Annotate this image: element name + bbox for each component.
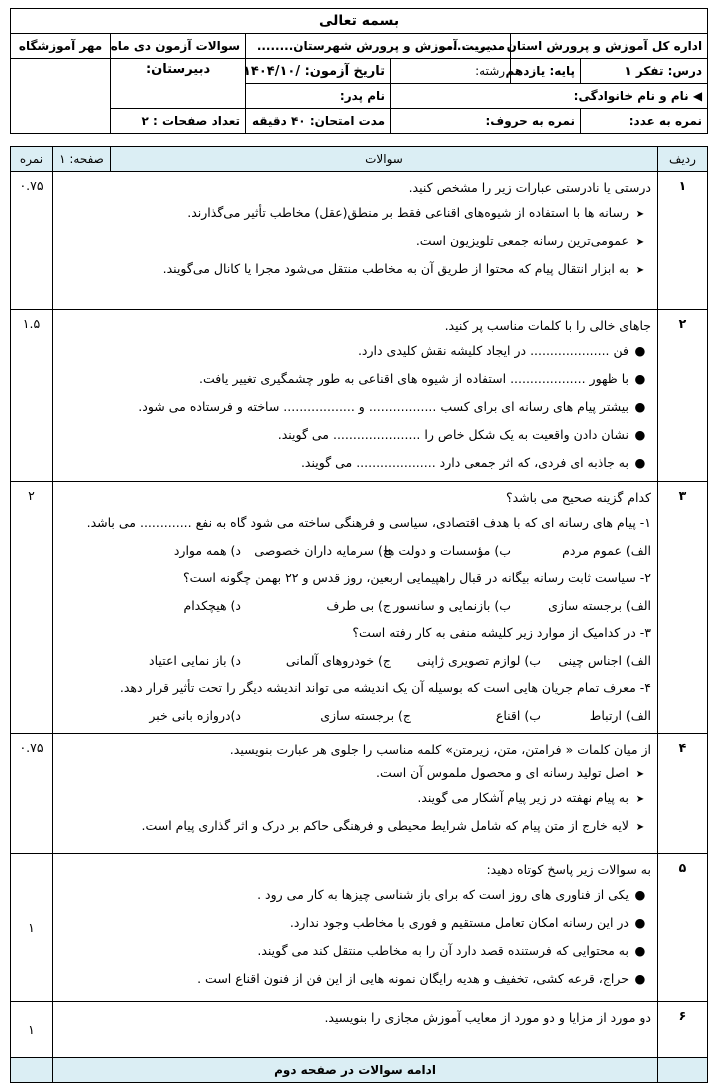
list-item (57, 255, 651, 283)
continue-note: ادامه سوالات در صفحه دوم (53, 1058, 658, 1083)
option[interactable]: الف) برجسته سازی (548, 598, 651, 613)
question-prompt: درستی یا نادرستی عبارات زیر را مشخص کنید. (408, 180, 651, 195)
page-label: صفحه: (69, 152, 104, 166)
question-body (53, 1002, 658, 1058)
footer-row (11, 1058, 708, 1083)
item-text: بیشتر پیام های رسانه ای برای کسب ................. و .................. ساخته و فرستاده می شود. (138, 399, 629, 414)
footer-empty-cell (11, 1058, 53, 1083)
question-score: ۱ (11, 1002, 53, 1058)
city-office: مدیریت آموزش و پرورش شهرستان........ (246, 34, 511, 59)
question-prompt: جاهای خالی را با کلمات مناسب پر کنید. (444, 318, 651, 333)
question-number: ۴ (658, 734, 708, 854)
list-item (57, 449, 651, 477)
question-body (53, 854, 658, 1002)
item-text: یکی از فناوری های روز است که برای باز شناسی چیزها به کار می رود . (257, 887, 629, 902)
option[interactable]: الف) ارتباط (589, 708, 651, 723)
arrow-bullet-icon: ➤ (635, 794, 645, 805)
option[interactable]: د) همه موارد (173, 543, 241, 558)
item-text: رسانه ها با استفاده از شیوه‌های اقناعی فقط بر منطق(عقل) مخاطب تأثیر می‌گذارند. (187, 205, 629, 220)
option-row (57, 702, 651, 729)
item-text: نشان دادن واقعیت به یک شکل خاص را ...................... می گویند. (277, 427, 629, 442)
option[interactable]: ج) بی طرف (326, 598, 391, 613)
list-item (57, 365, 651, 393)
option[interactable]: الف) اجناس چینی (558, 653, 651, 668)
list-item (57, 227, 651, 255)
page-indicator (53, 147, 111, 172)
option-row (57, 592, 651, 619)
table-header-row (11, 147, 708, 172)
question-row (11, 482, 708, 734)
page-count: تعداد صفحات : ۲ (111, 109, 246, 134)
question-number: ۱ (658, 172, 708, 310)
left-triangle-icon: ◀ (692, 89, 703, 103)
exam-duration: مدت امتحان: ۴۰ دقیقه (246, 109, 391, 134)
question-body (53, 172, 658, 310)
item-text: فن .................... در ایجاد کلیشه نقش کلیدی دارد. (357, 343, 629, 358)
field-label: رشته: (391, 59, 511, 84)
grade-label: پایه: یازدهم (511, 59, 581, 84)
item-text: به محتوایی که فرستنده قصد دارد آن را به مخاطب منتقل کند می گویند. (257, 943, 629, 958)
question-number: ۲ (658, 310, 708, 482)
subquestion-text: ۳- در کدامیک از موارد زیر کلیشه منفی به کار رفته است؟ (352, 625, 651, 640)
question-prompt: از میان کلمات « فرامتن، متن، زیرمتن» کلمه مناسب را جلوی هر عبارت بنویسید. (229, 742, 651, 757)
dot-bullet-icon: ● (634, 887, 646, 902)
question-prompt: کدام گزینه صحیح می باشد؟ (505, 490, 651, 505)
row-column-header: ردیف (658, 147, 708, 172)
subquestion-text: ۱- پیام های رسانه ای که با هدف اقتصادی، سیاسی و فرهنگی ساخته می شود گاه به نفع ............. می باشد. (86, 515, 651, 530)
page-number: ۱ (59, 152, 66, 166)
option[interactable]: د) هیچکدام (183, 598, 241, 613)
list-item (57, 965, 651, 993)
item-text: به ابزار انتقال پیام که محتوا از طریق آن به مخاطب منتقل می‌شود مجرا یا کانال می‌گویند. (162, 261, 629, 276)
student-name-label: نام و نام خانوادگی: (573, 89, 689, 103)
option-row (57, 647, 651, 674)
question-row (11, 310, 708, 482)
score-words-field[interactable]: نمره به حروف: (391, 109, 581, 134)
school-stamp-area (11, 59, 111, 134)
dot-bullet-icon: ● (634, 399, 646, 414)
item-text: حراج، قرعه کشی، تخفیف و هدیه رایگان نمونه هایی از این فن از فنون اقناع است . (197, 971, 629, 986)
list-item (57, 393, 651, 421)
option[interactable]: ب) بازنمایی و سانسور (393, 598, 511, 613)
question-body (53, 310, 658, 482)
question-body (53, 734, 658, 854)
arrow-bullet-icon: ➤ (635, 237, 645, 248)
question-number: ۶ (658, 1002, 708, 1058)
dot-bullet-icon: ● (634, 455, 646, 470)
subquestion-text: ۲- سیاست ثابت رسانه بیگانه در قبال راهپیمایی اربعین، روز قدس و ۲۲ بهمن چگونه است؟ (183, 570, 651, 585)
item-text: لایه خارج از متن پیام که شامل شرایط محیطی و فرهنگی حاکم بر درک و اثر گذاری پیام است. (141, 818, 629, 833)
dot-bullet-icon: ● (634, 915, 646, 930)
option[interactable]: ب) اقناع (495, 708, 541, 723)
list-item (57, 881, 651, 909)
item-text: با ظهور ................... استفاده از شیوه های اقناعی به طور چشمگیری تغییر یافت. (198, 371, 629, 386)
question-row (11, 854, 708, 1002)
arrow-bullet-icon: ➤ (635, 822, 645, 833)
option[interactable]: د) باز نمایی اعتیاد (149, 653, 241, 668)
exam-header-table (10, 8, 708, 134)
subquestion-text: ۴- معرف تمام جریان هایی است که بوسیله آن یک اندیشه می تواند اندیشه دیگر را تحت تأثیر قرار دهد. (119, 680, 651, 695)
student-name-field[interactable] (391, 84, 708, 109)
list-item (57, 199, 651, 227)
question-score: ۱ (11, 854, 53, 1002)
question-number: ۵ (658, 854, 708, 1002)
list-item (57, 761, 651, 784)
list-item (57, 337, 651, 365)
arrow-bullet-icon: ➤ (635, 769, 645, 780)
arrow-bullet-icon: ➤ (635, 209, 645, 220)
question-score: ۰.۷۵ (11, 172, 53, 310)
questions-column-header: سوالات (111, 147, 658, 172)
questions-table (10, 146, 708, 1083)
item-text: در این رسانه امکان تعامل مستقیم و فوری با مخاطب وجود ندارد. (289, 915, 629, 930)
option[interactable]: ج) برجسته سازی (320, 708, 411, 723)
header-title: بسمه تعالی (11, 9, 708, 34)
option[interactable]: ب) لوازم تصویری ژاپنی (416, 653, 541, 668)
item-text: عمومی‌ترین رسانه جمعی تلویزیون است. (415, 233, 629, 248)
score-column-header: نمره (11, 147, 53, 172)
list-item (57, 784, 651, 812)
arrow-bullet-icon: ➤ (635, 265, 645, 276)
exam-date: تاریخ آزمون: /۱۴۰۴/۱۰ (246, 59, 391, 84)
list-item (57, 909, 651, 937)
question-prompt: به سوالات زیر پاسخ کوتاه دهید: (486, 862, 651, 877)
question-number: ۳ (658, 482, 708, 734)
item-text: اصل تولید رسانه ای و محصول ملموس آن است. (376, 765, 629, 780)
dot-bullet-icon: ● (634, 943, 646, 958)
option[interactable]: د)دروازه بانی خبر (149, 708, 241, 723)
exam-title: سوالات آزمون دی ماه (111, 34, 246, 59)
course-label: درس: تفکر ۱ (581, 59, 708, 84)
item-text: به پیام نهفته در زیر پیام آشکار می گویند. (417, 790, 629, 805)
footer-empty-cell (658, 1058, 708, 1083)
dot-bullet-icon: ● (634, 427, 646, 442)
school-stamp-label: مهر آموزشگاه (11, 34, 111, 59)
dot-bullet-icon: ● (634, 343, 646, 358)
list-item (57, 812, 651, 840)
province-office: اداره کل آموزش و پرورش استان .............. (511, 34, 708, 59)
question-row (11, 734, 708, 854)
dot-bullet-icon: ● (634, 971, 646, 986)
question-prompt: دو مورد از مزایا و دو مورد از معایب آموزش مجازی را بنویسید. (324, 1010, 651, 1025)
question-score: ۰.۷۵ (11, 734, 53, 854)
dot-bullet-icon: ● (634, 371, 646, 386)
list-item (57, 937, 651, 965)
list-item (57, 421, 651, 449)
option[interactable]: الف) عموم مردم (562, 543, 651, 558)
question-score: ۱.۵ (11, 310, 53, 482)
item-text: به جاذبه ای فردی، که اثر جمعی دارد .................... می گویند. (300, 455, 629, 470)
question-row (11, 172, 708, 310)
option[interactable]: ج) سرمایه داران خصوصی (254, 543, 391, 558)
option[interactable]: ج) خودروهای آلمانی (285, 653, 391, 668)
option-row (57, 537, 651, 564)
score-number-field[interactable]: نمره به عدد: (581, 109, 708, 134)
question-row (11, 1002, 708, 1058)
option[interactable]: ب) مؤسسات و دولت ها (383, 543, 511, 558)
question-score: ۲ (11, 482, 53, 734)
school-name-label: دبیرستان: (111, 59, 246, 109)
question-body (53, 482, 658, 734)
father-name-field[interactable]: نام پدر: (246, 84, 391, 109)
